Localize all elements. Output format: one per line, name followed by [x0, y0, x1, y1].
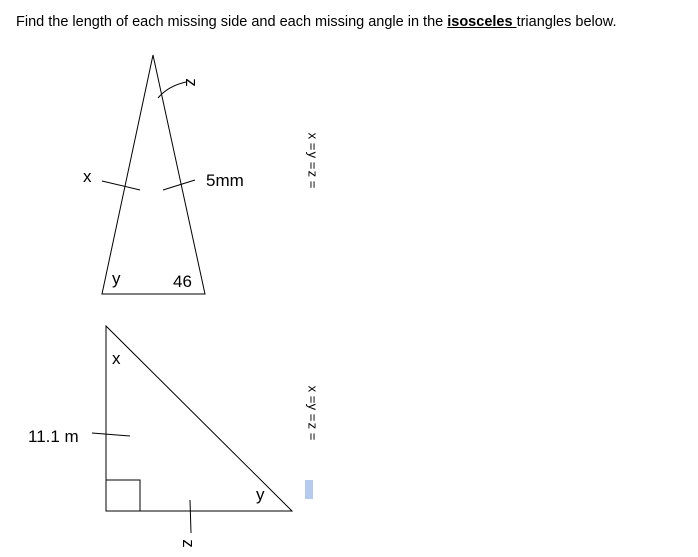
triangle-2-bottom-tick	[190, 500, 191, 533]
triangle-1-right-tick	[163, 180, 195, 190]
triangle-2-top-angle-label: x	[112, 349, 121, 368]
text-cursor-selection[interactable]	[305, 480, 313, 499]
triangle-1-base-right-angle: 46	[173, 272, 192, 291]
instructions-emphasis: isosceles	[447, 14, 517, 30]
triangle-2-right-angle-label: y	[256, 485, 265, 504]
triangle-2-answer-z: z =	[305, 422, 321, 441]
instructions-prefix: Find the length of each missing side and each missing angle in the	[16, 14, 448, 30]
triangle-1-apex-label: z	[181, 78, 201, 87]
triangle-1-answer-y: y =	[305, 151, 321, 170]
triangle-2-answer-x: x =	[305, 385, 321, 404]
triangle-2-left-tick	[92, 433, 130, 436]
triangle-1-answer-x: x =	[305, 132, 321, 151]
triangle-2-left-side-label: 11.1 m	[28, 427, 79, 446]
triangle-1-answer-z: z =	[305, 170, 321, 189]
instructions-suffix: triangles below.	[516, 14, 617, 30]
triangle-1-left-side-label: x	[83, 167, 92, 186]
triangle-2-answer-y: y =	[305, 403, 321, 422]
triangle-2-bottom-side-label: z	[178, 539, 198, 548]
triangle-2-outline	[106, 326, 292, 511]
triangle-2-right-angle-marker	[106, 480, 140, 511]
triangle-1-base-left-angle: y	[112, 269, 121, 288]
triangle-1-left-tick	[102, 181, 140, 190]
triangle-1-right-side-label: 5mm	[206, 171, 244, 190]
